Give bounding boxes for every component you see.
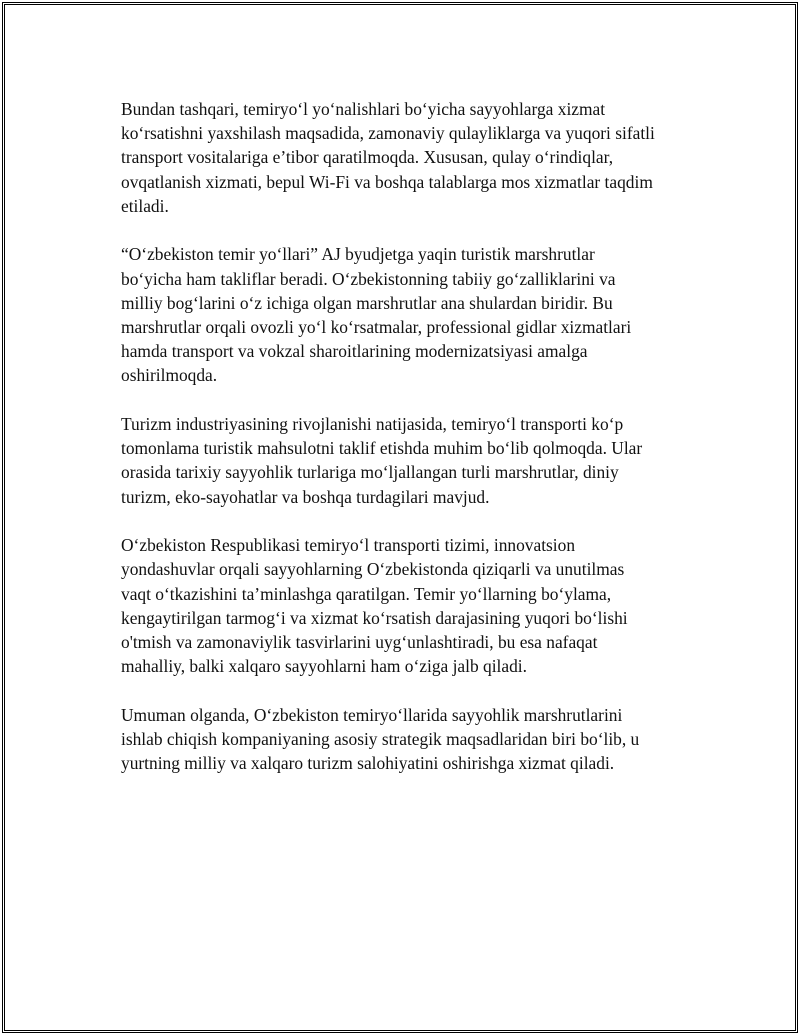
paragraph-line: hamda transport va vokzal sharoitlarining modernizatsiyasi amalga <box>121 341 588 362</box>
paragraph-line: O‘zbekiston Respublikasi temiryo‘l transporti tizimi, innovatsion <box>121 535 576 556</box>
document-body <box>121 97 701 800</box>
paragraph-5 <box>121 703 701 776</box>
paragraph-line: mahalliy, balki xalqaro sayyohlarni ham o‘ziga jalb qiladi. <box>121 656 527 677</box>
paragraph-line: Umuman olganda, O‘zbekiston temiryo‘llarida sayyohlik marshrutlarini <box>121 704 623 725</box>
paragraph-line: marshrutlar orqali ovozli yo‘l ko‘rsatmalar, professional gidlar xizmatlari <box>121 317 632 338</box>
paragraph-line: tomonlama turistik mahsulotni taklif etishda muhim bo‘lib qolmoqda. Ular <box>121 438 643 459</box>
paragraph-line: transport vositalariga e’tibor qaratilmoqda. Xususan, qulay o‘rindiqlar, <box>121 147 614 168</box>
page-border <box>2 2 798 1033</box>
paragraph-line: milliy bog‘larini o‘z ichiga olgan marshrutlar ana shulardan biridir. Bu <box>121 292 613 313</box>
paragraph-line: oshirilmoqda. <box>121 365 218 386</box>
paragraph-1 <box>121 97 701 218</box>
paragraph-line: kengaytirilgan tarmog‘i va xizmat ko‘rsatish darajasining yuqori bo‘lishi <box>121 607 628 628</box>
paragraph-line: orasida tarixiy sayyohlik turlariga mo‘ljallangan turli marshrutlar, diniy <box>121 462 619 483</box>
paragraph-line: bo‘yicha ham takliflar beradi. O‘zbekistonning tabiiy go‘zalliklarini va <box>121 268 616 289</box>
paragraph-2 <box>121 242 701 387</box>
paragraph-line: etiladi. <box>121 195 169 216</box>
paragraph-line: ovqatlanish xizmati, bepul Wi-Fi va boshqa talablarga mos xizmatlar taqdim <box>121 171 653 192</box>
paragraph-line: ko‘rsatishni yaxshilash maqsadida, zamonaviy qulayliklarga va yuqori sifatli <box>121 123 655 144</box>
paragraph-4 <box>121 533 701 678</box>
paragraph-line: Bundan tashqari, temiryo‘l yo‘nalishlari bo‘yicha sayyohlarga xizmat <box>121 99 606 119</box>
paragraph-3 <box>121 412 701 509</box>
paragraph-line: o'tmish va zamonaviylik tasvirlarini uyg‘unlashtiradi, bu esa nafaqat <box>121 632 598 653</box>
paragraph-line: turizm, eko-sayohatlar va boshqa turdagilari mavjud. <box>121 486 490 507</box>
paragraph-line: ishlab chiqish kompaniyaning asosiy strategik maqsadlaridan biri bo‘lib, u <box>121 729 640 750</box>
paragraph-line: yurtning milliy va xalqaro turizm salohiyatini oshirishga xizmat qiladi. <box>121 753 615 774</box>
paragraph-line: yondashuvlar orqali sayyohlarning O‘zbekistonda qiziqarli va unutilmas <box>121 559 625 580</box>
paragraph-line: vaqt o‘tkazishini ta’minlashga qaratilgan. Temir yo‘llarning bo‘ylama, <box>121 583 612 604</box>
paragraph-line: Turizm industriyasining rivojlanishi natijasida, temiryo‘l transporti ko‘p <box>121 414 624 435</box>
paragraph-line: “O‘zbekiston temir yo‘llari” AJ byudjetga yaqin turistik marshrutlar <box>121 244 595 265</box>
